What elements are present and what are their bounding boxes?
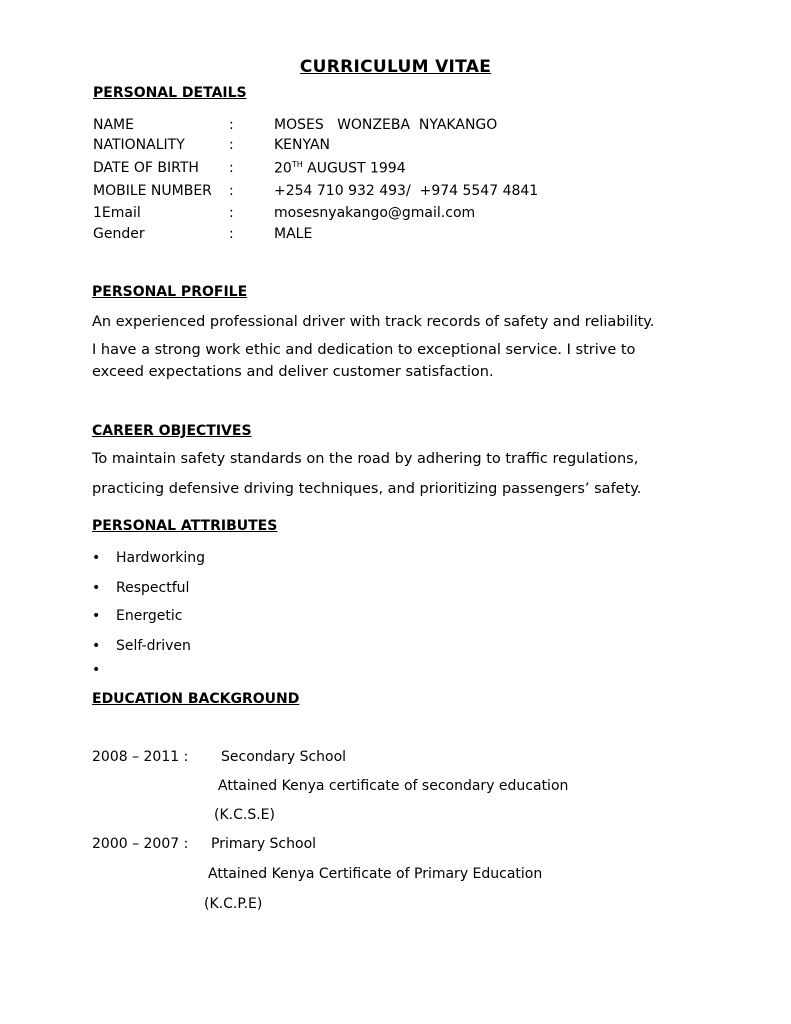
- detail-separator: :: [229, 183, 234, 199]
- detail-value-mobile: +254 710 932 493/ +974 5547 4841: [274, 183, 539, 199]
- education-years: 2000 – 2007 :: [92, 836, 189, 852]
- detail-value-nationality: KENYAN: [274, 137, 331, 153]
- dob-month-year: AUGUST 1994: [302, 160, 406, 177]
- education-years: 2008 – 2011 :: [92, 749, 189, 765]
- bullet-icon: •: [92, 580, 101, 596]
- education-detail: Attained Kenya certificate of secondary education: [218, 778, 569, 794]
- detail-separator: :: [229, 205, 234, 221]
- profile-line-2: I have a strong work ethic and dedication to exceptional service. I strive to: [92, 342, 636, 358]
- bullet-icon: •: [92, 638, 101, 654]
- dob-day: 20: [274, 160, 292, 177]
- dob-ordinal: TH: [291, 160, 303, 169]
- detail-value-gender: MALE: [274, 226, 313, 242]
- detail-label-nationality: NATIONALITY: [93, 137, 185, 153]
- attribute-item: Self-driven: [116, 638, 191, 654]
- education-abbr: (K.C.S.E): [214, 807, 275, 823]
- attribute-item: Energetic: [116, 608, 183, 624]
- detail-separator: :: [229, 226, 234, 242]
- attribute-item: Respectful: [116, 580, 190, 596]
- document-title: CURRICULUM VITAE: [299, 57, 492, 77]
- detail-value-dob: [274, 160, 406, 177]
- personal-details-heading: PERSONAL DETAILS: [93, 85, 247, 101]
- bullet-icon: •: [92, 608, 101, 624]
- profile-line-3: exceed expectations and deliver customer satisfaction.: [92, 364, 494, 380]
- detail-label-mobile: MOBILE NUMBER: [93, 183, 212, 199]
- detail-separator: :: [229, 137, 234, 153]
- detail-label-email: 1Email: [93, 205, 141, 221]
- detail-label-gender: Gender: [93, 226, 145, 242]
- detail-separator: :: [229, 160, 234, 176]
- attribute-item: Hardworking: [116, 550, 206, 566]
- personal-attributes-heading: PERSONAL ATTRIBUTES: [92, 518, 278, 534]
- detail-separator: :: [229, 117, 234, 133]
- profile-line-1: An experienced professional driver with track records of safety and reliability.: [92, 314, 655, 330]
- career-objectives-heading: CAREER OBJECTIVES: [92, 423, 252, 439]
- detail-value-name: MOSES WONZEBA NYAKANGO: [274, 117, 498, 133]
- detail-label-name: NAME: [93, 117, 134, 133]
- personal-profile-heading: PERSONAL PROFILE: [92, 284, 248, 300]
- bullet-icon: •: [92, 550, 101, 566]
- education-heading: EDUCATION BACKGROUND: [92, 691, 300, 707]
- bullet-icon: •: [92, 662, 101, 678]
- detail-label-dob: DATE OF BIRTH: [93, 160, 199, 176]
- objective-line-1: To maintain safety standards on the road by adhering to traffic regulations,: [92, 451, 639, 467]
- detail-value-email[interactable]: mosesnyakango@gmail.com: [274, 205, 476, 221]
- education-school: Secondary School: [221, 749, 347, 765]
- education-detail: Attained Kenya Certificate of Primary Education: [208, 866, 543, 882]
- objective-line-2: practicing defensive driving techniques, and prioritizing passengers’ safety.: [92, 481, 642, 497]
- education-school: Primary School: [211, 836, 317, 852]
- education-abbr: (K.C.P.E): [204, 896, 263, 912]
